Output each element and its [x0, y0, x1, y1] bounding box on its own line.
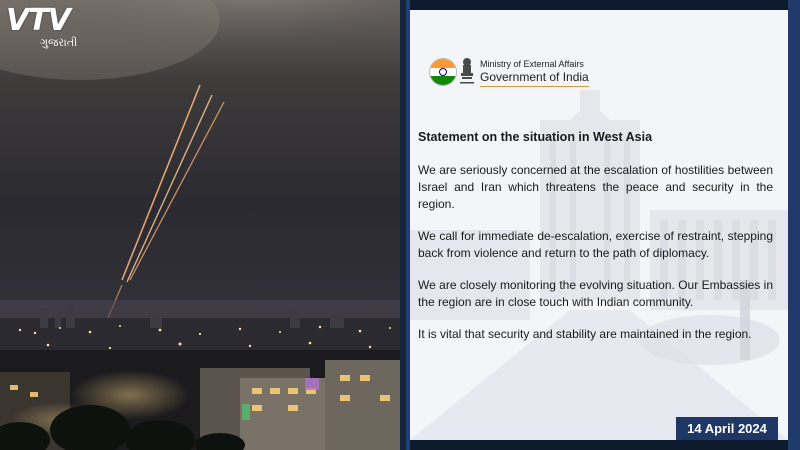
statement-title: Statement on the situation in West Asia	[418, 130, 653, 144]
statement-paragraph-4: It is vital that security and stability are maintained in the region.	[418, 327, 752, 341]
statement-paragraph-3: We are closely monitoring the evolving situation. Our Embassies in the region are in close touch with Indian community.	[418, 278, 773, 309]
statement-paragraph-1: We are seriously concerned at the escalation of hostilities between Israel and Iran which threatens the peace and security in the region.	[418, 163, 773, 211]
date-badge: 14 April 2024	[676, 417, 778, 440]
ministry-name: Ministry of External Affairs	[480, 59, 584, 69]
national-emblem-icon	[458, 56, 476, 88]
logo-subtitle: ગુજરાતી	[40, 37, 78, 49]
statement-body	[418, 130, 773, 358]
channel-logo	[6, 4, 96, 52]
india-flag-icon	[429, 58, 457, 86]
statement-paragraph-2: We call for immediate de-escalation, exercise of restraint, stepping back from violence and return to the path of diplomacy.	[418, 229, 773, 260]
government-name: Government of India	[480, 70, 589, 87]
statement-panel	[410, 10, 788, 440]
ministry-header	[429, 56, 609, 96]
logo-brand: VTV	[6, 3, 70, 38]
right-border	[788, 0, 800, 450]
